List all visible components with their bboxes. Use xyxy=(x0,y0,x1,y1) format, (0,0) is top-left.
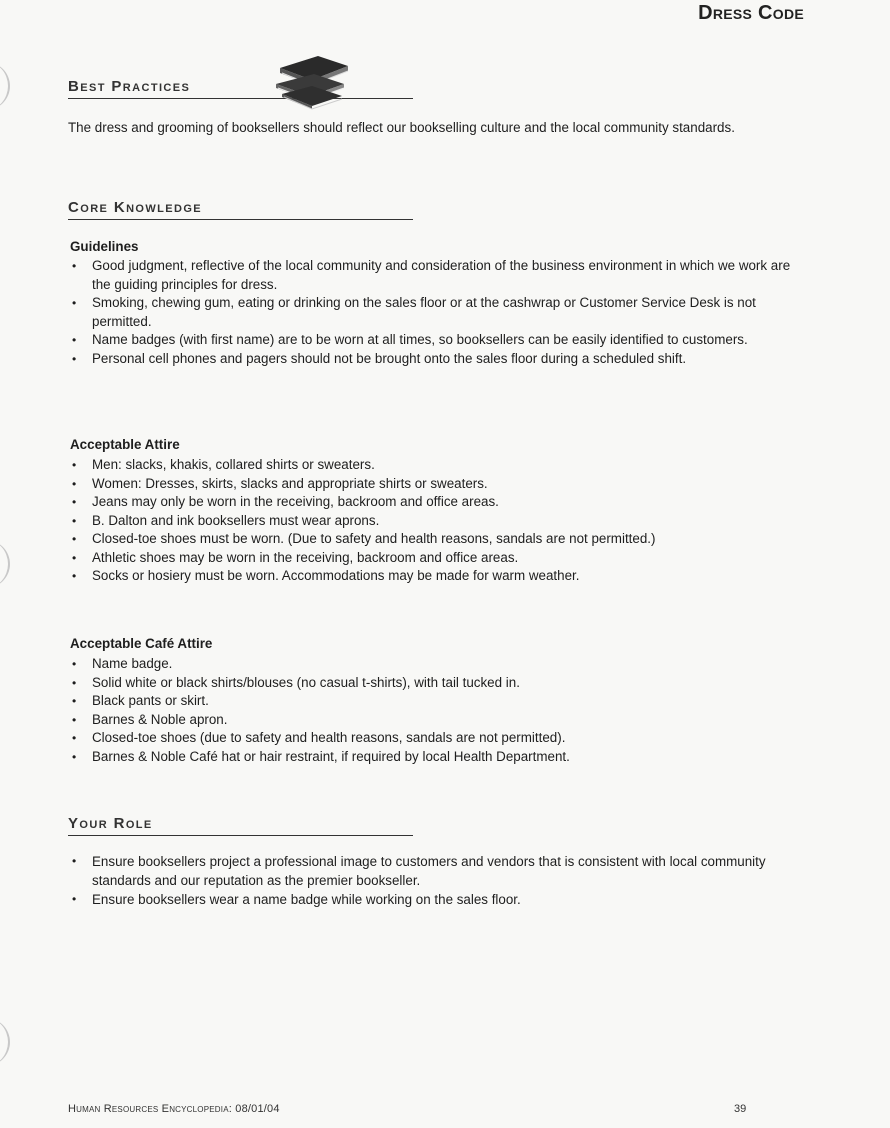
binder-hole-mark xyxy=(0,62,10,110)
list-item: • Good judgment, reflective of the local community and consideration of the business environment in which we work are the guiding principles for dress. xyxy=(70,257,810,294)
list-item: • Solid white or black shirts/blouses (no casual t-shirts), with tail tucked in. xyxy=(70,674,810,693)
list-item: • Name badge. xyxy=(70,655,810,674)
section-heading-best-practices: Best Practices xyxy=(68,78,413,99)
binder-hole-mark xyxy=(0,1018,10,1066)
list-item: • Barnes & Noble apron. xyxy=(70,711,810,730)
cafe-attire-list xyxy=(70,655,810,766)
footer-source: Human Resources Encyclopedia: 08/01/04 xyxy=(68,1103,280,1115)
list-item: • Barnes & Noble Café hat or hair restraint, if required by local Health Department. xyxy=(70,748,810,767)
list-item: • Athletic shoes may be worn in the receiving, backroom and office areas. xyxy=(70,549,810,568)
subheading-cafe-attire: Acceptable Café Attire xyxy=(70,636,213,651)
your-role-list xyxy=(70,852,810,909)
subheading-acceptable-attire: Acceptable Attire xyxy=(70,437,180,452)
list-item: • Black pants or skirt. xyxy=(70,692,810,711)
page-number: 39 xyxy=(734,1103,747,1115)
page-title: Dress Code xyxy=(698,2,804,24)
acceptable-attire-list xyxy=(70,456,810,586)
section-heading-core-knowledge: Core Knowledge xyxy=(68,199,413,220)
section-heading-your-role: Your Role xyxy=(68,815,413,836)
books-icon xyxy=(272,54,352,110)
list-item: • Personal cell phones and pagers should not be brought onto the sales floor during a scheduled shift. xyxy=(70,350,810,369)
list-item: • Closed-toe shoes (due to safety and health reasons, sandals are not permitted). xyxy=(70,729,810,748)
list-item: • Jeans may only be worn in the receiving, backroom and office areas. xyxy=(70,493,810,512)
guidelines-list xyxy=(70,257,810,368)
best-practices-text: The dress and grooming of booksellers should reflect our bookselling culture and the local community standards. xyxy=(68,120,735,135)
binder-hole-mark xyxy=(0,540,10,588)
list-item: • Ensure booksellers wear a name badge while working on the sales floor. xyxy=(70,890,810,909)
subheading-guidelines: Guidelines xyxy=(70,239,139,254)
list-item: • B. Dalton and ink booksellers must wear aprons. xyxy=(70,512,810,531)
list-item: • Name badges (with first name) are to be worn at all times, so booksellers can be easily identified to customers. xyxy=(70,331,810,350)
list-item: • Women: Dresses, skirts, slacks and appropriate shirts or sweaters. xyxy=(70,475,810,494)
list-item: • Men: slacks, khakis, collared shirts or sweaters. xyxy=(70,456,810,475)
list-item: • Socks or hosiery must be worn. Accommodations may be made for warm weather. xyxy=(70,567,810,586)
list-item: • Closed-toe shoes must be worn. (Due to safety and health reasons, sandals are not permitted.) xyxy=(70,530,810,549)
list-item: • Ensure booksellers project a professional image to customers and vendors that is consistent with local community standards and our reputation as the premier bookseller. xyxy=(70,852,810,890)
list-item: • Smoking, chewing gum, eating or drinking on the sales floor or at the cashwrap or Customer Service Desk is not permitted. xyxy=(70,294,810,331)
